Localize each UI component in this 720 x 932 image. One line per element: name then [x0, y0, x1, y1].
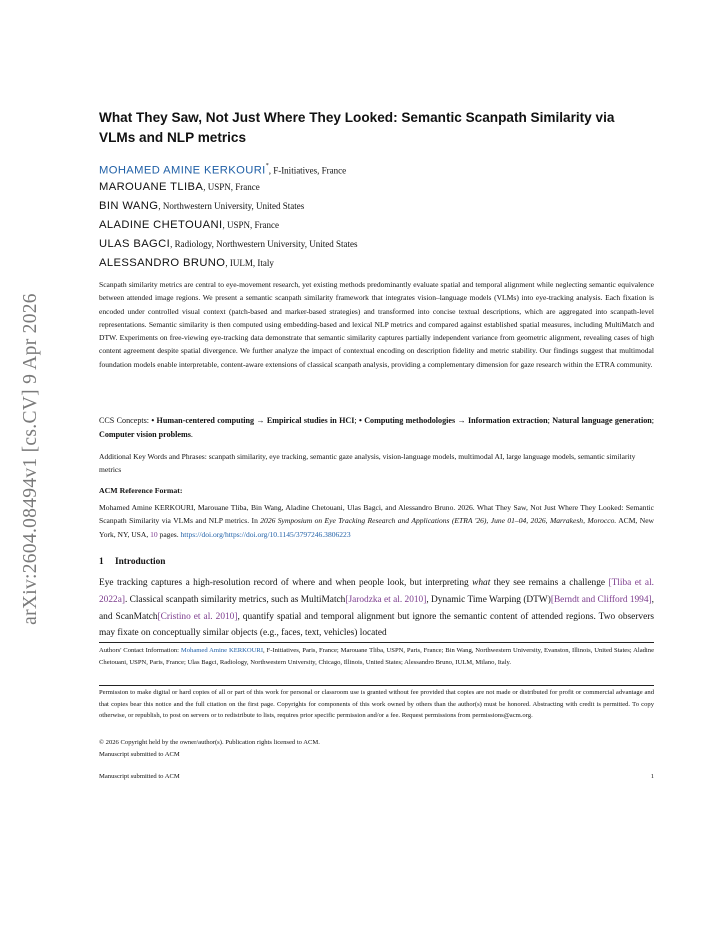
author-1: [99, 157, 654, 176]
citation-link[interactable]: [Tliba et al. 2022a]: [99, 578, 655, 605]
ccs-arrow: →: [455, 416, 468, 425]
ccs-concept: Empirical studies in HCI: [266, 416, 355, 425]
copyright-notice: © 2026 Copyright held by the owner/author(s). Publication rights licensed to ACM.: [99, 739, 320, 746]
ccs-concept: Computer vision problems: [99, 430, 191, 439]
acm-reference-text: pages.: [157, 529, 181, 539]
author-affiliation: , Northwestern University, United States: [158, 201, 305, 211]
arxiv-stamp: [14, 263, 48, 633]
author-mark: *: [265, 163, 269, 169]
ccs-label: CCS Concepts:: [99, 416, 152, 425]
citation-link[interactable]: [Cristino et al. 2010]: [157, 611, 238, 622]
intro-paragraph: [99, 575, 654, 642]
ccs-bullet: •: [359, 416, 365, 425]
author-5: [99, 233, 654, 252]
intro-text: they see remains a challenge: [490, 578, 609, 588]
acm-reference-heading: ACM Reference Format:: [99, 486, 183, 495]
doi-link[interactable]: https://doi.org/https://doi.org/10.1145/3797246.3806223: [180, 529, 351, 539]
citation-link[interactable]: [Berndt and Clifford 1994]: [550, 594, 652, 605]
ccs-arrow: →: [254, 416, 267, 425]
arxiv-stamp-text: arXiv:2604.08494v1 [cs.CV] 9 Apr 2026: [20, 293, 41, 625]
citation-link[interactable]: [Jarodzka et al. 2010]: [345, 594, 427, 605]
contact-text: , F-Initiatives, Paris, France; Marouane Tliba, USPN, Paris, France; Bin Wang, Northwestern University, Evanston, Illinois, United States; Aladine Chetouani, USPN, Paris, France; Ulas Bagci, Radiology, Northwestern University, Chicago, Illinois, United States; Alessandro Bruno, IULM, Milano, Italy.: [99, 647, 654, 666]
acm-reference-text: Mohamed Amine KERKOURI, Marouane Tliba, Bin Wang, Aladine Chetouani, Ulas Bagci, and Alessandro Bruno. 2026. What They Saw, Not Just Where They Looked: Semantic Scanpath Similarity via VLMs and NLP metrics. In: [99, 503, 654, 526]
acm-reference-venue: 2026 Symposium on Eye Tracking Research and Applications (ETRA '26), June 01–04, 2026, Marrakesh, Morocco.: [260, 516, 617, 526]
section-number: 1: [99, 557, 104, 567]
manuscript-note: Manuscript submitted to ACM: [99, 751, 180, 758]
author-list: [99, 157, 654, 271]
ccs-separator: ;: [354, 416, 360, 425]
page-count-link[interactable]: 10: [150, 529, 158, 539]
intro-text: , Dynamic Time Warping (DTW): [426, 594, 551, 605]
ccs-separator: ;: [651, 416, 655, 425]
ccs-concept: Human-centered computing: [156, 416, 255, 425]
acm-reference: [99, 501, 654, 541]
author-3: [99, 195, 654, 214]
author-contact-link[interactable]: Mohamed Amine KERKOURI: [180, 647, 264, 654]
ccs-separator: ;: [547, 416, 553, 425]
ccs-concepts: [99, 414, 654, 442]
section-heading: [99, 557, 165, 567]
author-4: [99, 214, 654, 233]
abstract: Scanpath similarity metrics are central to eye-movement research, yet existing methods predominantly evaluate spatial and temporal alignment while neglecting semantic equivalence between attended image regions. We present a semantic scanpath similarity framework that integrates vision–language models (VLMs) into eye-tracking analysis. Each fixation is encoded under controlled visual context (patch-based and marker-based strategies) and transformed into concise textual descriptions, which are aggregated into scanpath-level representations. Semantic similarity is then computed using embedding-based and lexical NLP metrics and compared against established spatial measures, including MultiMatch and DTW. Experiments on free-viewing eye-tracking data demonstrate that semantic similarity captures partially independent variance from geometric alignment, revealing cases of high content agreement despite spatial divergence. We further analyze the impact of contextual encoding on description fidelity and metric stability. Our findings suggest that multimodal foundation models enable interpretable, content-aware extensions of classical scanpath analysis, providing a complementary dimension for gaze research within the ETRA community.: [99, 280, 654, 369]
permission-divider: [99, 685, 654, 686]
acm-reference-text: ACM, New York, NY, USA,: [99, 516, 654, 539]
intro-emphasis: what: [472, 578, 491, 588]
contact-info: [99, 645, 654, 668]
author-affiliation: , USPN, France: [203, 182, 260, 192]
footnote-divider: [99, 642, 654, 643]
permission-notice: Permission to make digital or hard copies of all or part of this work for personal or classroom use is granted without fee provided that copies are not made or distributed for profit or commercial advantage and that copies bear this notice and the full citation on the first page. Copyrights for components of this work owned by others than the author(s) must be honored. Abstracting with credit is permitted. To copy otherwise, or republish, to post on servers or to redistribute to lists, requires prior specific permission and/or a fee. Request permissions from permissions@acm.org.: [99, 689, 654, 719]
page-number: 1: [650, 773, 654, 780]
author-name: MAROUANE TLIBA: [99, 181, 204, 193]
intro-text: , quantify spatial and temporal alignment but ignore the semantic content of attended regions. Two observers may fixate on conceptually similar objects (e.g., faces, text, vehicles) located: [99, 611, 654, 639]
author-name-link[interactable]: MOHAMED AMINE KERKOURI: [99, 164, 266, 177]
author-affiliation: , F-Initiatives, France: [268, 165, 347, 176]
author-name: ALADINE CHETOUANI: [99, 219, 223, 231]
paper-title: What They Saw, Not Just Where They Looked: Semantic Scanpath Similarity via VLMs and NLP metrics: [99, 110, 615, 145]
intro-text: , and ScanMatch: [99, 594, 654, 622]
ccs-concept: Computing methodologies: [364, 416, 456, 425]
ccs-end: .: [190, 430, 193, 439]
keywords: Additional Key Words and Phrases: scanpath similarity, eye tracking, semantic gaze analysis, vision-language models, multimodal AI, large language models, semantic similarity metrics: [99, 452, 636, 475]
author-name: ULAS BAGCI: [99, 238, 171, 250]
ccs-concept: Natural language generation: [552, 416, 652, 425]
author-6: [99, 252, 654, 271]
author-affiliation: , IULM, Italy: [225, 258, 274, 268]
author-name: BIN WANG: [99, 200, 159, 212]
contact-text: Authors' Contact Information:: [99, 647, 181, 654]
ccs-bullet: •: [151, 416, 157, 425]
ccs-concept: Information extraction: [467, 416, 548, 425]
author-name: ALESSANDRO BRUNO: [99, 257, 226, 269]
author-2: [99, 176, 654, 195]
footer-text: Manuscript submitted to ACM: [99, 773, 180, 780]
author-affiliation: , Radiology, Northwestern University, United States: [170, 239, 358, 249]
intro-text: . Classical scanpath similarity metrics, such as MultiMatch: [124, 594, 346, 605]
section-title: Introduction: [115, 557, 166, 567]
intro-text: Eye tracking captures a high-resolution record of where and when people look, but interpreting: [99, 578, 473, 588]
author-affiliation: , USPN, France: [222, 220, 279, 230]
